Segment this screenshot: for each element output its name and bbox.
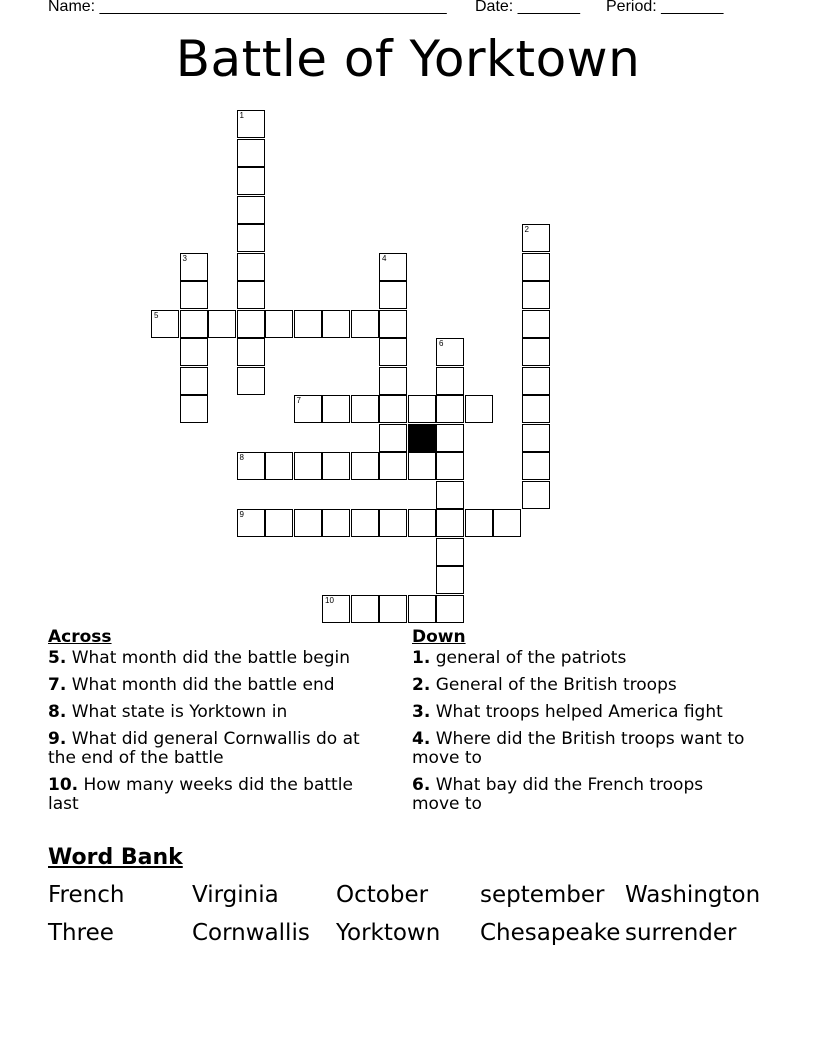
grid-cell[interactable] [379,310,407,338]
grid-cell[interactable] [322,395,350,423]
grid-cell[interactable] [522,281,550,309]
word-bank-item: Three [48,920,114,946]
grid-cell[interactable] [379,395,407,423]
word-bank-title: Word Bank [48,845,183,870]
grid-cell-black [408,424,436,452]
grid-cell[interactable] [237,139,265,167]
grid-cell[interactable] [237,367,265,395]
grid-cell[interactable] [408,509,436,537]
word-bank-item: Yorktown [336,920,441,946]
grid-cell[interactable] [294,452,322,480]
grid-cell[interactable] [465,509,493,537]
grid-cell[interactable] [379,253,407,281]
clue-number: 4. [412,729,431,749]
clue-number: 9 [239,510,244,519]
clue-number: 6. [412,775,431,795]
clue-number: 9. [48,729,67,749]
grid-cell[interactable] [436,367,464,395]
clue-number: 7 [296,396,301,405]
grid-cell[interactable] [522,481,550,509]
grid-cell[interactable] [180,395,208,423]
grid-cell[interactable] [322,595,350,623]
grid-cell[interactable] [379,367,407,395]
down-clue-6 [412,776,752,814]
grid-cell[interactable] [237,310,265,338]
grid-cell[interactable] [237,196,265,224]
grid-cell[interactable] [351,595,379,623]
clue-text: What month did the battle end [66,675,335,695]
grid-cell[interactable] [351,509,379,537]
clue-text: What did general Cornwallis do at the end of the battle [48,729,360,768]
grid-cell[interactable] [408,452,436,480]
grid-cell[interactable] [237,253,265,281]
down-heading: Down [412,627,466,647]
date-field[interactable]: Date: _______ [475,0,580,15]
clue-number: 5 [154,310,159,320]
grid-cell[interactable] [436,566,464,594]
grid-cell[interactable] [322,310,350,338]
grid-cell[interactable] [237,281,265,309]
clue-number: 5. [48,648,67,668]
clue-number: 3 [182,253,187,263]
grid-cell[interactable] [208,310,236,338]
grid-cell[interactable] [180,367,208,395]
grid-cell[interactable] [180,281,208,309]
clue-number: 4 [382,253,387,263]
grid-cell[interactable] [436,595,464,623]
down-clue-1 [412,649,752,668]
grid-cell[interactable] [408,395,436,423]
grid-cell[interactable] [322,509,350,537]
word-bank-item: Washington [625,882,761,908]
word-bank-item: French [48,882,125,908]
grid-cell[interactable] [351,395,379,423]
across-clues [48,628,388,822]
clue-number: 10. [48,775,79,795]
page-title: Battle of Yorktown [175,30,641,88]
grid-cell[interactable] [522,224,550,252]
clue-text: What month did the battle begin [66,648,351,668]
grid-cell[interactable] [180,310,208,338]
grid-cell[interactable] [522,338,550,366]
across-clue-7 [48,676,388,695]
grid-cell[interactable] [379,509,407,537]
grid-cell[interactable] [237,452,265,480]
clue-number: 3. [412,702,431,722]
grid-cell[interactable] [294,509,322,537]
grid-cell[interactable] [522,452,550,480]
grid-cell[interactable] [151,310,179,338]
across-clue-8 [48,703,388,722]
grid-cell[interactable] [408,595,436,623]
down-clue-2 [412,676,752,695]
grid-cell[interactable] [379,281,407,309]
grid-cell[interactable] [522,253,550,281]
clue-number: 8 [239,453,244,462]
word-bank-item: Virginia [192,882,279,908]
word-bank-item: October [336,882,429,908]
clue-text: Where did the British troops want to move to [412,729,745,768]
across-clue-10 [48,776,388,814]
grid-cell[interactable] [265,509,293,537]
clue-number: 6 [439,339,444,348]
grid-cell[interactable] [522,424,550,452]
across-clue-5 [48,649,388,668]
grid-cell[interactable] [436,338,464,366]
word-bank-item: Cornwallis [192,920,310,946]
grid-cell[interactable] [522,367,550,395]
clue-number: 2. [412,675,431,695]
grid-cell[interactable] [379,595,407,623]
down-clue-4 [412,730,752,768]
clue-text: general of the patriots [430,648,627,668]
clue-number: 1. [412,648,431,668]
clue-number: 7. [48,675,67,695]
grid-cell[interactable] [294,310,322,338]
grid-cell[interactable] [265,452,293,480]
across-clue-9 [48,730,388,768]
grid-cell[interactable] [237,224,265,252]
grid-cell[interactable] [265,310,293,338]
grid-cell[interactable] [436,509,464,537]
grid-cell[interactable] [436,538,464,566]
word-bank-item: Chesapeake [480,920,621,946]
clue-number: 10 [325,595,334,605]
grid-cell[interactable] [436,424,464,452]
period-field[interactable]: Period: _______ [606,0,724,15]
across-heading: Across [48,627,112,647]
clue-text: How many weeks did the battle last [48,775,353,814]
clue-text: What troops helped America fight [430,702,723,722]
grid-cell[interactable] [379,452,407,480]
grid-cell[interactable] [237,509,265,537]
word-bank-item: september [480,882,605,908]
grid-cell[interactable] [180,253,208,281]
grid-cell[interactable] [522,395,550,423]
grid-cell[interactable] [522,310,550,338]
grid-cell[interactable] [237,167,265,195]
name-field[interactable]: Name: _______________________________________ [48,0,447,15]
grid-cell[interactable] [294,395,322,423]
grid-cell[interactable] [379,424,407,452]
grid-cell[interactable] [436,481,464,509]
clue-number: 1 [239,111,244,120]
clue-number: 8. [48,702,67,722]
grid-cell[interactable] [237,338,265,366]
grid-cell[interactable] [436,452,464,480]
clue-text: What state is Yorktown in [66,702,288,722]
grid-cell[interactable] [237,110,265,138]
grid-cell[interactable] [436,395,464,423]
down-clue-3 [412,703,752,722]
clue-text: What bay did the French troops move to [412,775,704,814]
grid-cell[interactable] [351,452,379,480]
grid-cell[interactable] [322,452,350,480]
clue-text: General of the British troops [430,675,677,695]
down-clues [412,628,752,822]
grid-cell[interactable] [465,395,493,423]
grid-cell[interactable] [379,338,407,366]
grid-cell[interactable] [493,509,521,537]
word-bank-item: surrender [625,920,737,946]
clue-number: 2 [524,225,529,234]
grid-cell[interactable] [351,310,379,338]
grid-cell[interactable] [180,338,208,366]
